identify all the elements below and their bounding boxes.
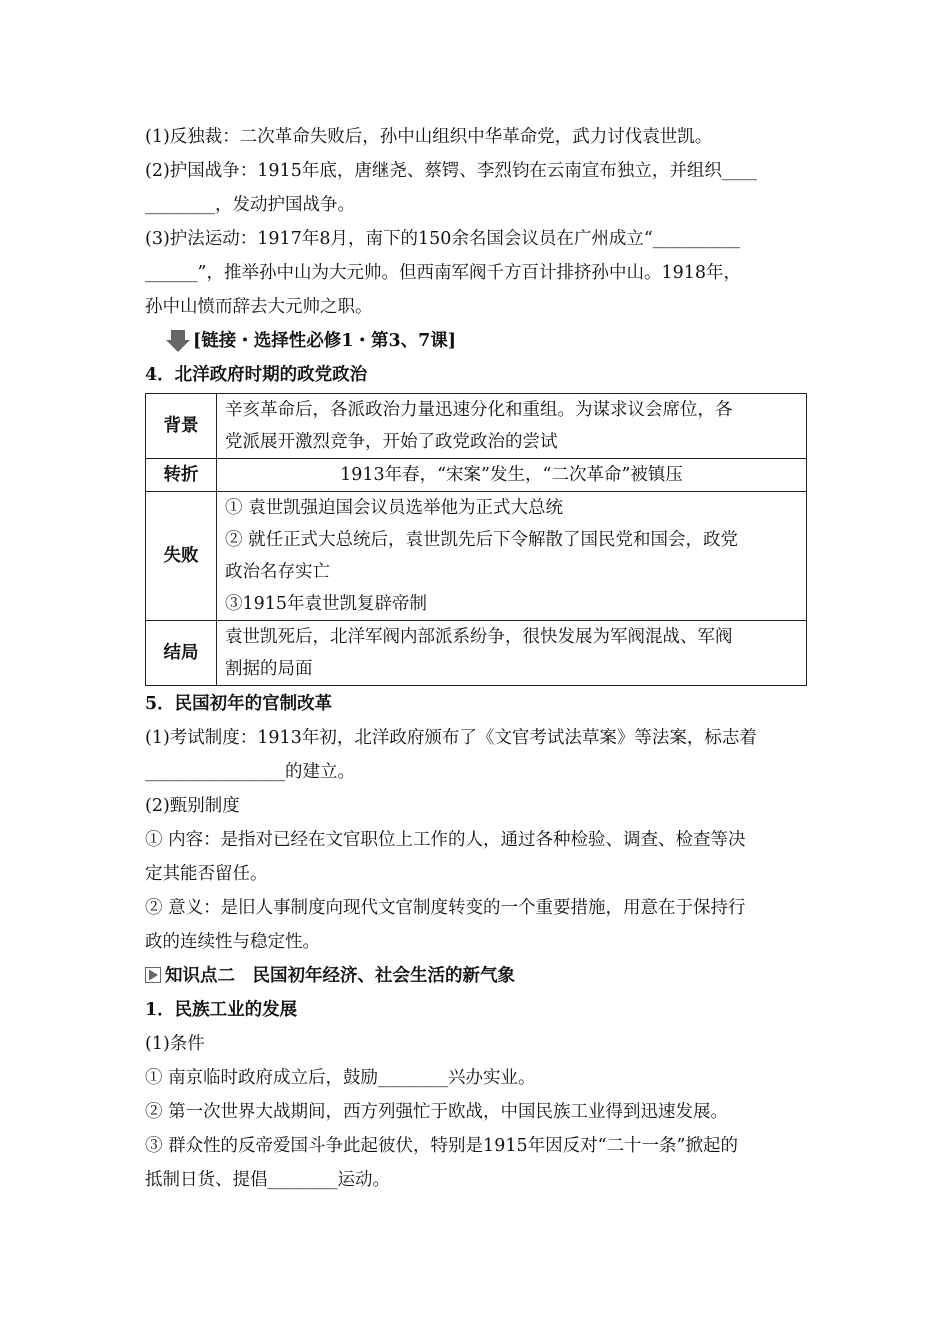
row-content-turning	[217, 459, 807, 492]
national-protection-war-text-cont: ________，发动护国战争。	[145, 195, 355, 215]
row-content-outcome	[217, 621, 807, 686]
row-content-failure	[217, 492, 807, 621]
cell-line: 1913年春，“宋案”发生，“二次革命”被镇压	[340, 465, 683, 485]
screening-meaning-text-cont: 政的连续性与稳定性。	[145, 932, 320, 952]
play-triangle-icon	[145, 967, 161, 983]
cell-line: 政治名存实亡	[225, 562, 330, 582]
row-head-failure: 失败	[146, 492, 217, 621]
condition-1-text: ① 南京临时政府成立后，鼓励________兴办实业。	[145, 1068, 536, 1088]
knowledge-point-label: 知识点二 民国初年经济、社会生活的新气象	[165, 966, 515, 986]
heading-official-reform: 5．民国初年的官制改革	[145, 694, 333, 714]
conditions-title: (1)条件	[145, 1034, 205, 1054]
cell-line: ② 就任正式大总统后，袁世凯先后下令解散了国民党和国会，政党	[225, 530, 739, 550]
cell-line: 辛亥革命后，各派政治力量迅速分化和重组。为谋求议会席位，各	[225, 400, 733, 420]
link-label: [链接・选择性必修1・第3、7课]	[193, 331, 457, 351]
national-protection-war-text: (2)护国战争：1915年底，唐继尧、蔡锷、李烈钧在云南宣布独立，并组织____	[145, 161, 757, 181]
anti-dictatorship-text: (1)反独裁：二次革命失败后，孙中山组织中华革命党，武力讨伐袁世凯。	[145, 127, 713, 147]
screening-content-text-cont: 定其能否留任。	[145, 864, 268, 884]
table-row	[146, 394, 807, 459]
cell-line: 割据的局面	[225, 659, 313, 679]
cell-line: 袁世凯死后，北洋军阀内部派系纷争，很快发展为军阀混战、军阀	[225, 627, 733, 647]
row-content-background	[217, 394, 807, 459]
heading-party-politics: 4．北洋政府时期的政党政治	[145, 365, 368, 385]
cell-line: 党派展开激烈竞争，开始了政党政治的尝试	[225, 432, 558, 452]
table-row	[146, 492, 807, 621]
condition-2-text: ② 第一次世界大战期间，西方列强忙于欧战，中国民族工业得到迅速发展。	[145, 1102, 729, 1122]
cell-line: ③1915年袁世凯复辟帝制	[225, 594, 428, 614]
constitution-protection-text-cont: ______”，推举孙中山为大元帅。但西南军阀千方百计排挤孙中山。1918年，	[145, 263, 741, 283]
down-arrow-icon	[165, 329, 191, 353]
row-head-background: 背景	[146, 394, 217, 459]
document-page	[145, 120, 807, 1197]
screening-content-text: ① 内容：是指对已经在文官职位上工作的人，通过各种检验、调查、检查等决	[145, 830, 746, 850]
condition-3-text-cont: 抵制日货、提倡________运动。	[145, 1170, 390, 1190]
exam-system-text: (1)考试制度：1913年初，北洋政府颁布了《文官考试法草案》等法案，标志着	[145, 728, 757, 748]
screening-system-title: (2)甄别制度	[145, 796, 240, 816]
party-politics-table	[145, 393, 807, 686]
row-head-turning: 转折	[146, 459, 217, 492]
link-reference	[145, 324, 807, 358]
constitution-protection-text: (3)护法运动：1917年8月，南下的150余名国会议员在广州成立“__________	[145, 229, 741, 249]
cell-line: ① 袁世凯强迫国会议员选举他为正式大总统	[225, 498, 564, 518]
row-head-outcome: 结局	[146, 621, 217, 686]
table-row	[146, 459, 807, 492]
condition-3-text: ③ 群众性的反帝爱国斗争此起彼伏，特别是1915年因反对“二十一条”掀起的	[145, 1136, 738, 1156]
exam-system-text-cont: ________________的建立。	[145, 762, 355, 782]
constitution-protection-text-end: 孙中山愤而辞去大元帅之职。	[145, 297, 373, 317]
heading-national-industry: 1．民族工业的发展	[145, 1000, 298, 1020]
table-row	[146, 621, 807, 686]
knowledge-point-heading	[145, 959, 807, 993]
screening-meaning-text: ② 意义：是旧人事制度向现代文官制度转变的一个重要措施，用意在于保持行	[145, 898, 746, 918]
